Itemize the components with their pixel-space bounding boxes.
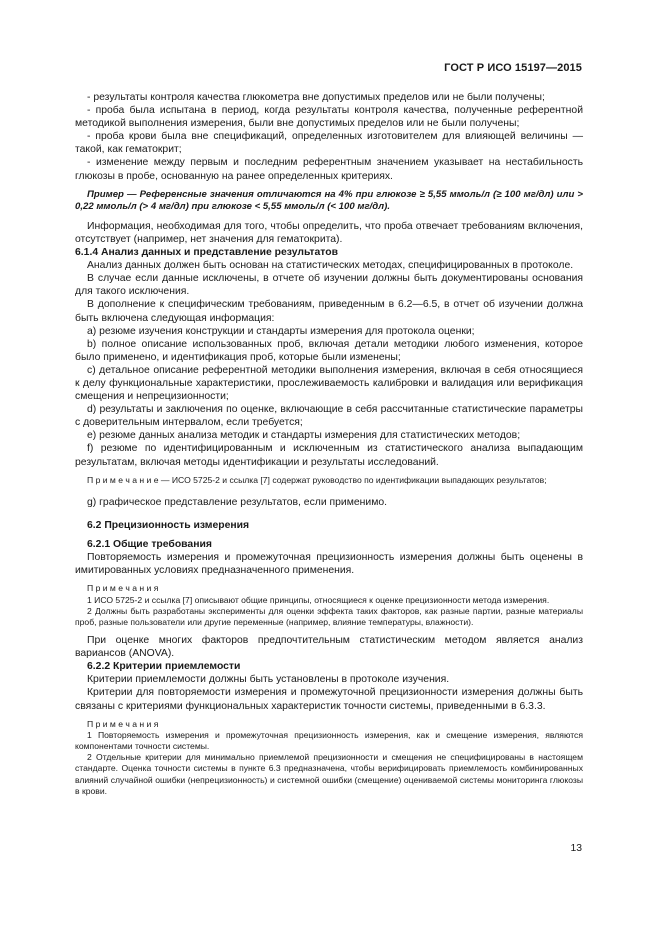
section-heading-6-2-2: 6.2.2 Критерии приемлемости bbox=[87, 661, 241, 673]
note-text: — ИСО 5725-2 и ссылка [7] содержат руководство по идентификации выпадающих результатов; bbox=[158, 474, 547, 485]
paragraph: - результаты контроля качества глюкометра вне допустимых пределов или не были получены; bbox=[87, 92, 545, 103]
paragraph: - проба крови была вне спецификаций, определенных изготовителем для влияющей величины — такой, как гематокрит; bbox=[75, 131, 583, 156]
page-number: 13 bbox=[570, 843, 582, 854]
paragraph: - проба была испытана в период, когда результаты контроля качества, полученные референтной методикой выполнения измерения, были вне допустимых пределов или не были получены; bbox=[75, 105, 583, 130]
paragraph: Анализ данных должен быть основан на статистических методах, специфицированных в протоколе. bbox=[87, 260, 574, 272]
paragraph: Критерии для повторяемости измерения и промежуточной прецизионности измерения должны быть связаны с критериями функциональных характеристик точности системы, приведенными в 6.3.3. bbox=[75, 687, 583, 712]
list-item: a) резюме изучения конструкции и стандарты измерения для протокола оценки; bbox=[87, 325, 475, 337]
page-content bbox=[75, 91, 583, 797]
list-item: g) графическое представление результатов, если применимо. bbox=[87, 496, 388, 508]
note bbox=[75, 475, 583, 486]
section-heading-6-2: 6.2 Прецизионность измерения bbox=[87, 519, 250, 531]
note: 1 Повторяемость измерения и промежуточная прецизионность измерения, как и смещение измерения, являются компонентами точности системы. bbox=[75, 729, 583, 752]
list-item: c) детальное описание референтной методики выполнения измерения, включая в себя относящиеся к делу функциональные характеристики, прослеживаемость калибровки и валидация или верификация смещения и непрецизионности; bbox=[75, 364, 583, 403]
example-text: Пример — Референсные значения отличаются на 4% при глюкозе ≥ 5,55 ммоль/л (≥ 100 мг/дл) или > 0,22 ммоль/л (> 4 мг/дл) при глюкозе < 5,55 ммоль/л (< 100 мг/дл). bbox=[75, 188, 583, 213]
paragraph: Критерии приемлемости должны быть установлены в протоколе изучения. bbox=[87, 674, 450, 686]
list-item: f) резюме по идентифицированным и исключенным из статистического анализа выпадающим результатам, включая методы идентификации и результаты исследований. bbox=[75, 443, 583, 468]
list-item: e) резюме данных анализа методик и стандарты измерения для статистических методов; bbox=[87, 430, 521, 442]
notes-label: П р и м е ч а н и я bbox=[87, 718, 159, 729]
notes-label: П р и м е ч а н и я bbox=[87, 583, 159, 594]
note: 2 Отдельные критерии для минимально приемлемой прецизионности и смещения не специфицированы в настоящем стандарте. Оценка точности системы в пункте 6.3 предназначена, чтобы верифицировать приемлемость комбинированных влияний случайной ошибки (непрецизионность) и системной ошибки (смещение) оцениваемой системы мониторинга глюкозы в крови. bbox=[75, 752, 583, 796]
paragraph: - изменение между первым и последним референтным значением указывает на нестабильность глюкозы в пробе, основанную на ранее определенных критериях. bbox=[75, 157, 583, 182]
paragraph: При оценке многих факторов предпочтительным статистическим методом является анализ вариансов (ANOVA). bbox=[75, 635, 583, 660]
paragraph: В дополнение к специфическим требованиям, приведенным в 6.2—6.5, в отчет об изучении должна быть включена следующая информация: bbox=[75, 299, 583, 324]
section-heading-6-1-4: 6.1.4 Анализ данных и представление результатов bbox=[75, 247, 338, 259]
list-item: d) результаты и заключения по оценке, включающие в себя рассчитанные статистические параметры с доверительным интервалом, если требуется; bbox=[75, 404, 583, 429]
paragraph: Повторяемость измерения и промежуточная прецизионность измерения должны быть оценены в имитированных условиях предназначенного применения. bbox=[75, 552, 583, 577]
note: 1 ИСО 5725-2 и ссылка [7] описывают общие принципы, относящиеся к оценке прецизионности метода измерения. bbox=[87, 594, 550, 605]
list-item: b) полное описание использованных проб, включая детали методики любого изменения, которое было применено, и идентификация проб, которые были изменены; bbox=[75, 338, 583, 363]
paragraph: Информация, необходимая для того, чтобы определить, что проба отвечает требованиям включения, отсутствует (например, нет значения для гематокрита). bbox=[75, 220, 583, 245]
section-heading-6-2-1: 6.2.1 Общие требования bbox=[87, 539, 212, 551]
paragraph: В случае если данные исключены, в отчете об изучении должны быть документированы основания для такого исключения. bbox=[75, 273, 583, 298]
note-label: П р и м е ч а н и е bbox=[87, 474, 159, 485]
note: 2 Должны быть разработаны эксперименты для оценки эффекта таких факторов, как разные партии, разные материалы проб, разные пользователи или другие переменные (например, влияние температуры, влажности). bbox=[75, 605, 583, 627]
standard-header: ГОСТ Р ИСО 15197—2015 bbox=[444, 62, 582, 74]
